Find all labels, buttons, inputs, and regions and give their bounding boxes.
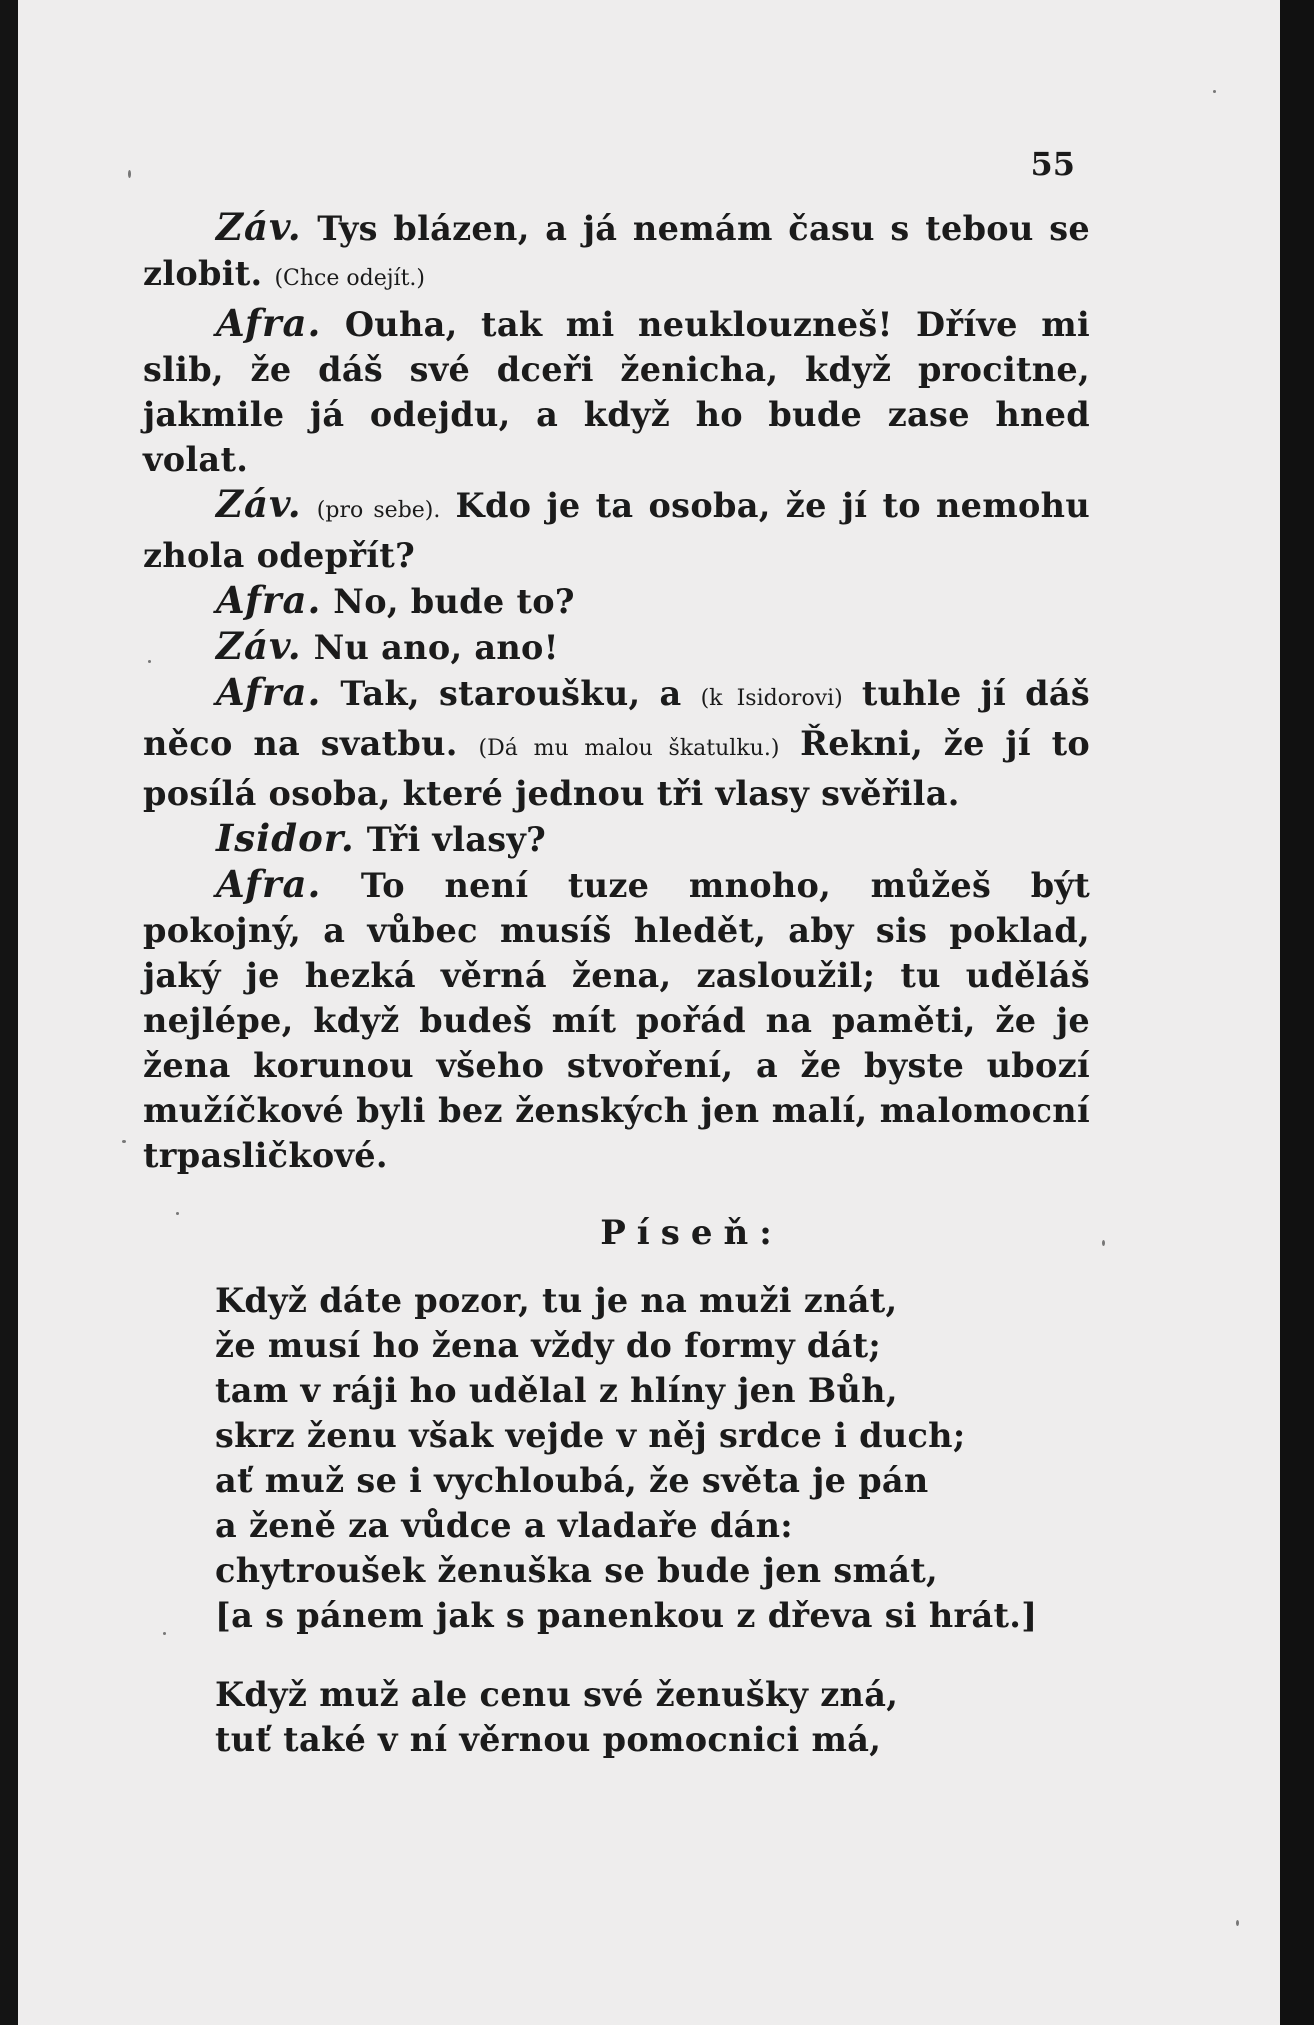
verse-line: Když muž ale cenu své ženušky zná,: [215, 1675, 899, 1714]
speech-text: To není tuze mnoho, můžeš být pokojný, a vůbec musíš hledět, aby sis poklad, jaký je hezká věrná žena, zasloužil; tu uděláš nejlépe, když budeš mít pořád na paměti, že je žena korunou všeho stvoření, a že byste ubozí mužíčkové byli bez ženských jen malí, malomocní trpasličkové.: [143, 866, 1090, 1175]
speech-text: Ouha, tak mi neuklouzneš! Dříve mi slib, že dáš své dceři ženicha, když procitne, jakmile já odejdu, a když ho bude zase hned volat.: [143, 305, 1090, 479]
verse-line: chytroušek ženuška se bude jen smát,: [215, 1551, 939, 1590]
speaker-name: Afra.: [216, 670, 322, 714]
scan-speck: [148, 660, 151, 663]
song: [143, 1278, 1090, 1762]
book-page: [18, 0, 1280, 2025]
speech: [143, 205, 1090, 301]
verse-line: tuť také v ní věrnou pomocnici má,: [215, 1720, 882, 1759]
verse-line: ať muž se i vychloubá, že světa je pán: [215, 1461, 929, 1500]
speech: [143, 301, 1090, 482]
speech-text: Tys blázen, a já nemám času s tebou se zlobit.: [143, 209, 1090, 293]
speech-text: Tři vlasy?: [366, 820, 547, 859]
page-text: [143, 205, 1090, 1796]
dialogue: [143, 205, 1090, 1178]
speaker-name: Isidor.: [216, 816, 355, 860]
song-title: Píseň:: [600, 1213, 783, 1253]
scan-speck: [176, 1212, 179, 1215]
speaker-name: Záv.: [216, 205, 302, 249]
scan-speck: [1102, 1240, 1105, 1246]
stage-direction: (Chce odejít.): [274, 266, 425, 291]
stage-direction: (k Isidorovi): [700, 686, 843, 711]
stage-direction: (pro sebe).: [316, 498, 441, 523]
verse-line: skrz ženu však vejde v něj srdce i duch;: [215, 1416, 966, 1455]
scan-border: [1280, 0, 1314, 2025]
speaker-name: Afra.: [216, 578, 322, 622]
speech: [143, 624, 1090, 670]
speaker-name: Afra.: [216, 862, 322, 906]
stage-direction: (Dá mu malou škatulku.): [478, 736, 780, 761]
verse-line: a ženě za vůdce a vladaře dán:: [215, 1506, 793, 1545]
speech-text: No, bude to?: [333, 582, 575, 621]
scan-speck: [128, 170, 131, 178]
speech-text: Řekni, že jí to posílá osoba, které jednou tři vlasy svěřila.: [143, 724, 1091, 813]
speaker-name: Záv.: [216, 624, 302, 668]
verse-line: že musí ho žena vždy do formy dát;: [215, 1326, 882, 1365]
speech-text: Kdo je ta osoba, že jí to nemohu zhola odepřít?: [143, 486, 1090, 575]
scan-speck: [122, 1140, 126, 1143]
speech-text: tuhle jí dáš něco na svatbu.: [143, 674, 1090, 763]
speech: [143, 816, 1090, 862]
speech: [143, 482, 1090, 578]
speaker-name: Záv.: [216, 482, 302, 526]
scan-speck: [163, 1632, 166, 1635]
speech: [143, 578, 1090, 624]
verse-line: tam v ráji ho udělal z hlíny jen Bůh,: [215, 1371, 898, 1410]
speech: [143, 862, 1090, 1178]
speech-text: Nu ano, ano!: [313, 628, 559, 667]
song-verse: [143, 1672, 1090, 1762]
scan-speck: [1236, 1920, 1239, 1926]
song-verse: [143, 1278, 1090, 1638]
page-number: 55: [1030, 145, 1075, 183]
speaker-name: Afra.: [216, 301, 322, 345]
speech-text: Tak, staroušku, a: [340, 674, 682, 713]
speech: [143, 670, 1090, 816]
verse-line: Když dáte pozor, tu je na muži znát,: [215, 1281, 898, 1320]
scan-speck: [1213, 90, 1216, 93]
verse-line: [a s pánem jak s panenkou z dřeva si hrát.]: [215, 1596, 1038, 1635]
